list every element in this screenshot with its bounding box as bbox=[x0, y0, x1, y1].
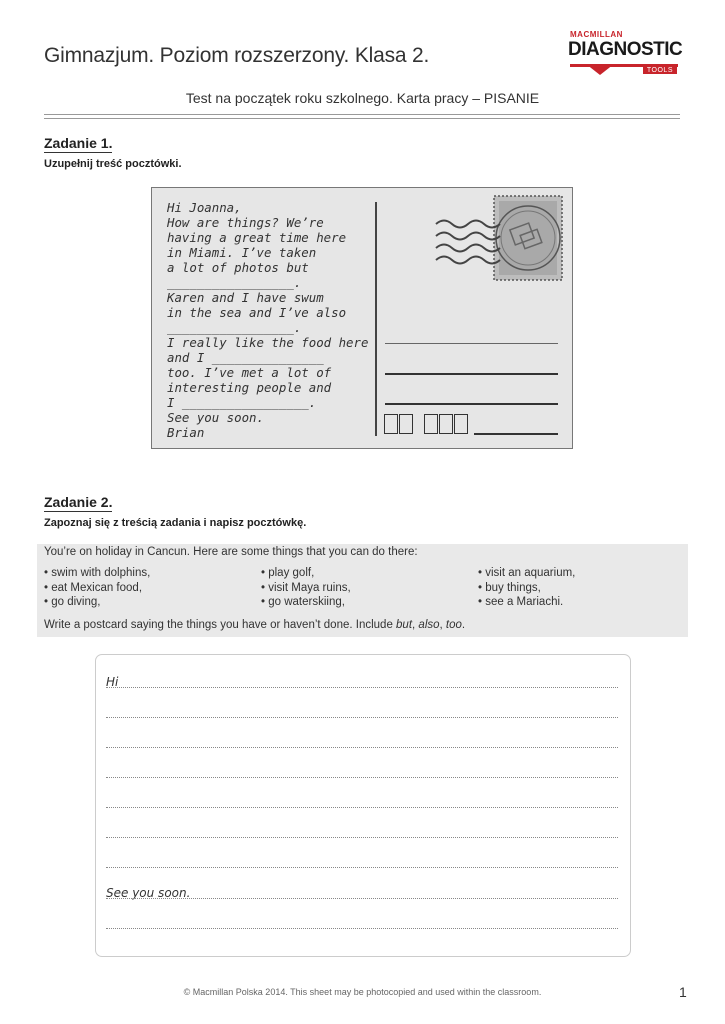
writing-line[interactable] bbox=[106, 898, 618, 899]
writing-line[interactable] bbox=[106, 928, 618, 929]
postcard-message: Hi Joanna, How are things? We’re having a great time here in Miami. I’ve taken a lot of photos but _________________. Karen and I have swum in the sea and I’ve also _________________. I really like the food here and I _______________ too. I’ve met a lot of interesting people and I _________________. See you soon. Brian bbox=[167, 200, 369, 440]
keyword-too: too bbox=[445, 619, 462, 631]
activity-item: • buy things, bbox=[478, 581, 575, 596]
task1-instruction: Uzupełnij treść pocztówki. bbox=[44, 158, 182, 170]
logo-top-text: MACMILLAN bbox=[570, 30, 623, 39]
writing-line[interactable] bbox=[106, 867, 618, 868]
page-subtitle: Test na początek roku szkolnego. Karta pracy – PISANIE bbox=[185, 90, 540, 106]
activity-column-2 bbox=[261, 566, 351, 610]
activity-item: • go diving, bbox=[44, 595, 150, 610]
address-line-3 bbox=[385, 403, 558, 405]
subtitle-wrap bbox=[0, 90, 725, 106]
task2-intro: You’re on holiday in Cancun. Here are some things that you can do there: bbox=[44, 546, 418, 558]
activity-item: • go waterskiing, bbox=[261, 595, 351, 610]
zip-box-3 bbox=[424, 414, 438, 434]
writing-line[interactable] bbox=[106, 837, 618, 838]
activity-item: • swim with dolphins, bbox=[44, 566, 150, 581]
zip-box-1 bbox=[384, 414, 398, 434]
logo-bottom-text: TOOLS bbox=[643, 67, 677, 74]
activity-column-3 bbox=[478, 566, 575, 610]
activity-item: • play golf, bbox=[261, 566, 351, 581]
task2-prompt-box bbox=[37, 544, 688, 637]
writing-line[interactable] bbox=[106, 807, 618, 808]
zip-box-2 bbox=[399, 414, 413, 434]
address-line-2 bbox=[385, 373, 558, 375]
macmillan-diagnostic-tools-logo bbox=[568, 30, 683, 82]
postcard bbox=[151, 187, 573, 449]
outro-end: . bbox=[461, 619, 466, 631]
outro-sep: , bbox=[412, 619, 419, 631]
greeting-text: Hi bbox=[106, 675, 119, 689]
outro-text: Write a postcard saying the things you have or haven’t done. Include bbox=[44, 619, 397, 631]
header-divider-bottom bbox=[44, 118, 680, 119]
activity-column-1 bbox=[44, 566, 150, 610]
keyword-also: also bbox=[418, 619, 440, 631]
outro-sep: , bbox=[439, 619, 446, 631]
task2-instruction: Zapoznaj się z treścią zadania i napisz pocztówkę. bbox=[44, 517, 307, 529]
zip-box-4 bbox=[439, 414, 453, 434]
postcard-divider bbox=[375, 202, 377, 436]
page-number: 1 bbox=[679, 984, 687, 1000]
task2-heading: Zadanie 2. bbox=[44, 494, 113, 510]
activity-item: • visit an aquarium, bbox=[478, 566, 575, 581]
writing-line[interactable] bbox=[106, 687, 618, 688]
task1-heading: Zadanie 1. bbox=[44, 135, 113, 151]
closing-text: See you soon. bbox=[106, 886, 191, 900]
address-line-1 bbox=[385, 343, 558, 344]
activity-item: • eat Mexican food, bbox=[44, 581, 150, 596]
page-title: Gimnazjum. Poziom rozszerzony. Klasa 2. bbox=[44, 44, 430, 67]
city-line bbox=[474, 433, 558, 435]
footer-copyright: © Macmillan Polska 2014. This sheet may be photocopied and used within the classroom. bbox=[183, 987, 542, 997]
logo-main-text: DIAGNOSTIC bbox=[568, 39, 683, 60]
postmark-waves-icon bbox=[434, 216, 504, 268]
keyword-but: but bbox=[396, 619, 413, 631]
header-divider-top bbox=[44, 114, 680, 115]
logo-triangle bbox=[586, 64, 614, 75]
activity-item: • see a Mariachi. bbox=[478, 595, 575, 610]
zip-box-5 bbox=[454, 414, 468, 434]
activity-item: • visit Maya ruins, bbox=[261, 581, 351, 596]
task2-outro bbox=[44, 619, 465, 631]
writing-area[interactable] bbox=[95, 654, 631, 957]
writing-line[interactable] bbox=[106, 777, 618, 778]
writing-line[interactable] bbox=[106, 747, 618, 748]
writing-line[interactable] bbox=[106, 717, 618, 718]
